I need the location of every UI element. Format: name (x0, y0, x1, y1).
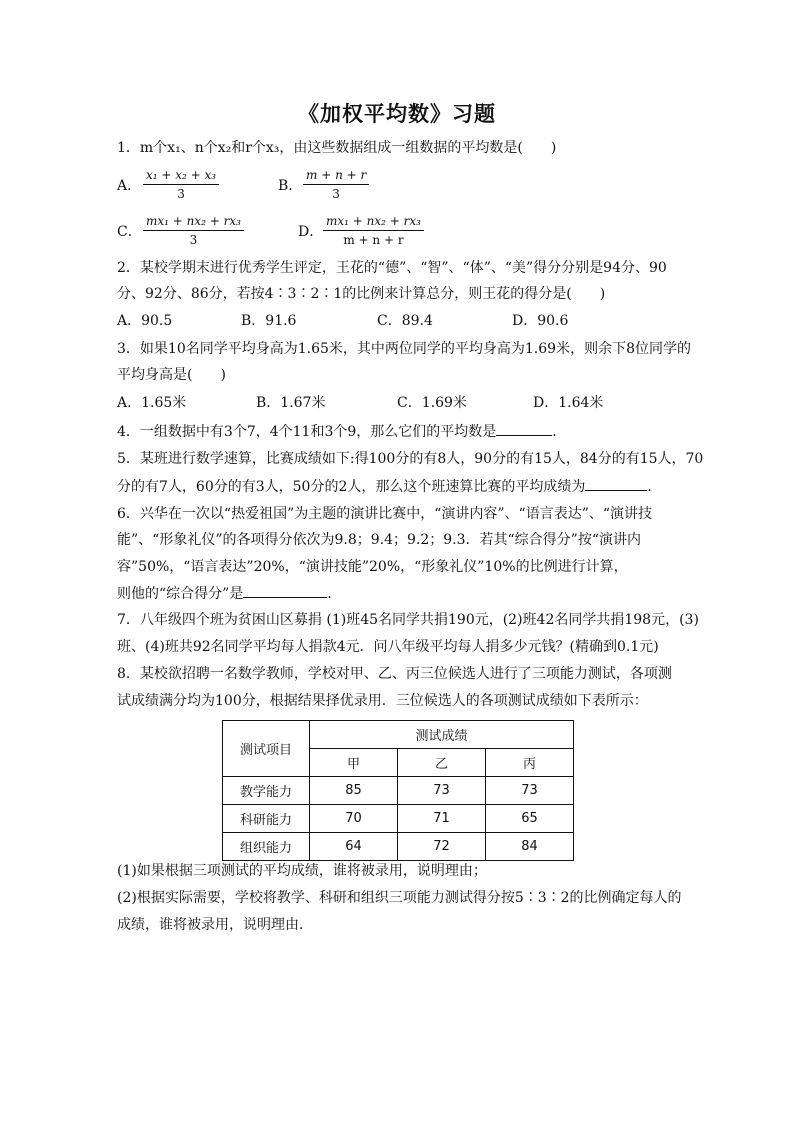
q1-option-a-denominator: 3 (177, 187, 185, 201)
q2-option-d: D．90.6 (512, 313, 569, 329)
q2-option-c: C．89.4 (377, 313, 433, 329)
q1-option-c-fraction (143, 214, 244, 247)
table-cell: 72 (398, 833, 486, 861)
q2-option-b: B．91.6 (241, 313, 297, 329)
table-row (223, 833, 574, 861)
q1-option-d-fraction (323, 214, 424, 247)
q3-line-2: 平均身高是( ) (117, 367, 226, 383)
q6-line-3: 容”50%，“语言表达”20%，“演讲技能”20%，“形象礼仪”10%的比例进行计算， (117, 559, 628, 575)
q8-sub-2-line-1: (2)根据实际需要，学校将教学、科研和组织三项能力测试得分按5∶3∶2的比例确定每人的 (117, 890, 682, 906)
table-candidate-2: 乙 (398, 749, 486, 777)
page-title: 《加权平均数》习题 (298, 101, 496, 126)
q7-line-1: 7．八年级四个班为贫困山区募捐 (1)班45名同学共捐190元，(2)班42名同学共捐198元，(3) (117, 612, 699, 628)
q2-option-a: A．90.5 (117, 313, 173, 329)
table-cell: 73 (486, 777, 574, 805)
q1-option-b-numerator: m + n + r (303, 168, 369, 185)
q8-sub-1: (1)如果根据三项测试的平均成绩，谁将被录用，说明理由； (117, 863, 487, 879)
table-cell: 73 (398, 777, 486, 805)
q7-line-2: 班、(4)班共92名同学平均每人捐款4元．问八年级平均每人捐多少元钱？(精确到0.1元) (117, 639, 659, 655)
scores-table (222, 720, 574, 861)
q1-option-b-label: B． (278, 178, 303, 194)
q1-stem: 1．m个x₁、n个x₂和r个x₃，由这些数据组成一组数据的平均数是( ) (117, 140, 557, 156)
table-row (223, 805, 574, 833)
table-row-item: 科研能力 (223, 805, 310, 833)
q1-option-c-label: C． (117, 224, 142, 240)
q6-text: 则他的“综合得分”是 (117, 586, 244, 602)
q6-answer-blank[interactable] (243, 583, 327, 598)
q1-option-a-numerator: x₁ + x₂ + x₃ (143, 168, 219, 185)
table-cell: 65 (486, 805, 574, 833)
table-header-row (223, 721, 574, 749)
q6-line-1: 6．兴华在一次以“热爱祖国”为主题的演讲比赛中，“演讲内容”、“语言表达”、“演讲技 (117, 506, 653, 522)
q1-option-c-denominator: 3 (189, 233, 198, 247)
q8-line-1: 8．某校欲招聘一名数学教师，学校对甲、乙、丙三位候选人进行了三项能力测试，各项测 (117, 666, 672, 682)
q1-option-b-denominator: 3 (332, 187, 340, 201)
q2-line-1: 2．某校学期末进行优秀学生评定，王花的“德”、“智”、“体”、“美”得分分别是94分、90 (117, 260, 667, 276)
table-cell: 64 (310, 833, 398, 861)
table-row (223, 777, 574, 805)
q1-option-c-numerator: mx₁ + nx₂ + rx₃ (143, 214, 244, 231)
table-header-scores: 测试成绩 (310, 721, 574, 749)
q3-option-c: C．1.69米 (397, 395, 467, 411)
q4-answer-blank[interactable] (496, 421, 552, 436)
q3-option-a: A．1.65米 (117, 395, 187, 411)
q2-line-2: 分、92分、86分，若按4∶3∶2∶1的比例来计算总分，则王花的得分是( ) (117, 286, 606, 302)
q1-option-d-label: D． (298, 224, 324, 240)
q5-text: 分的有7人，60分的有3人，50分的2人，那么这个班速算比赛的平均成绩为 (117, 479, 586, 495)
table-row-item: 教学能力 (223, 777, 310, 805)
table-cell: 71 (398, 805, 486, 833)
table-header-item: 测试项目 (223, 721, 310, 777)
q4-line (117, 421, 566, 442)
q8-sub-2-line-2: 成绩，谁将被录用，说明理由． (117, 917, 313, 933)
table-cell: 85 (310, 777, 398, 805)
table-candidate-1: 甲 (310, 749, 398, 777)
q3-option-d: D．1.64米 (533, 395, 604, 411)
table-candidate-3: 丙 (486, 749, 574, 777)
table-row-item: 组织能力 (223, 833, 310, 861)
q6-line-2: 能”、“形象礼仪”的各项得分依次为9.8；9.4；9.2；9.3．若其“综合得分”按“演讲内 (117, 532, 642, 548)
q6-line-4 (117, 583, 341, 604)
q1-option-a-fraction (143, 168, 219, 201)
q1-option-a-label: A． (117, 178, 142, 194)
q8-line-2: 试成绩满分均为100分，根据结果择优录用．三位候选人的各项测试成绩如下表所示： (117, 693, 648, 709)
q5-line-2 (117, 476, 661, 497)
q1-option-d-denominator: m + n + r (343, 233, 404, 247)
q4-text: 4．一组数据中有3个7，4个11和3个9，那么它们的平均数是 (117, 424, 497, 440)
q4-tail: ． (552, 424, 567, 440)
table-cell: 70 (310, 805, 398, 833)
table-cell: 84 (486, 833, 574, 861)
q5-tail: ． (647, 479, 662, 495)
q1-option-b-fraction (303, 168, 369, 201)
q1-option-d-numerator: mx₁ + nx₂ + rx₃ (323, 214, 424, 231)
q6-tail: ． (327, 586, 342, 602)
q5-answer-blank[interactable] (585, 476, 647, 491)
q3-line-1: 3．如果10名同学平均身高为1.65米，其中两位同学的平均身高为1.69米，则余下8位同学的 (117, 341, 691, 357)
q3-option-b: B．1.67米 (256, 395, 326, 411)
q5-line-1: 5．某班进行数学速算，比赛成绩如下:得100分的有8人，90分的有15人，84分的有15人，70 (117, 451, 704, 467)
